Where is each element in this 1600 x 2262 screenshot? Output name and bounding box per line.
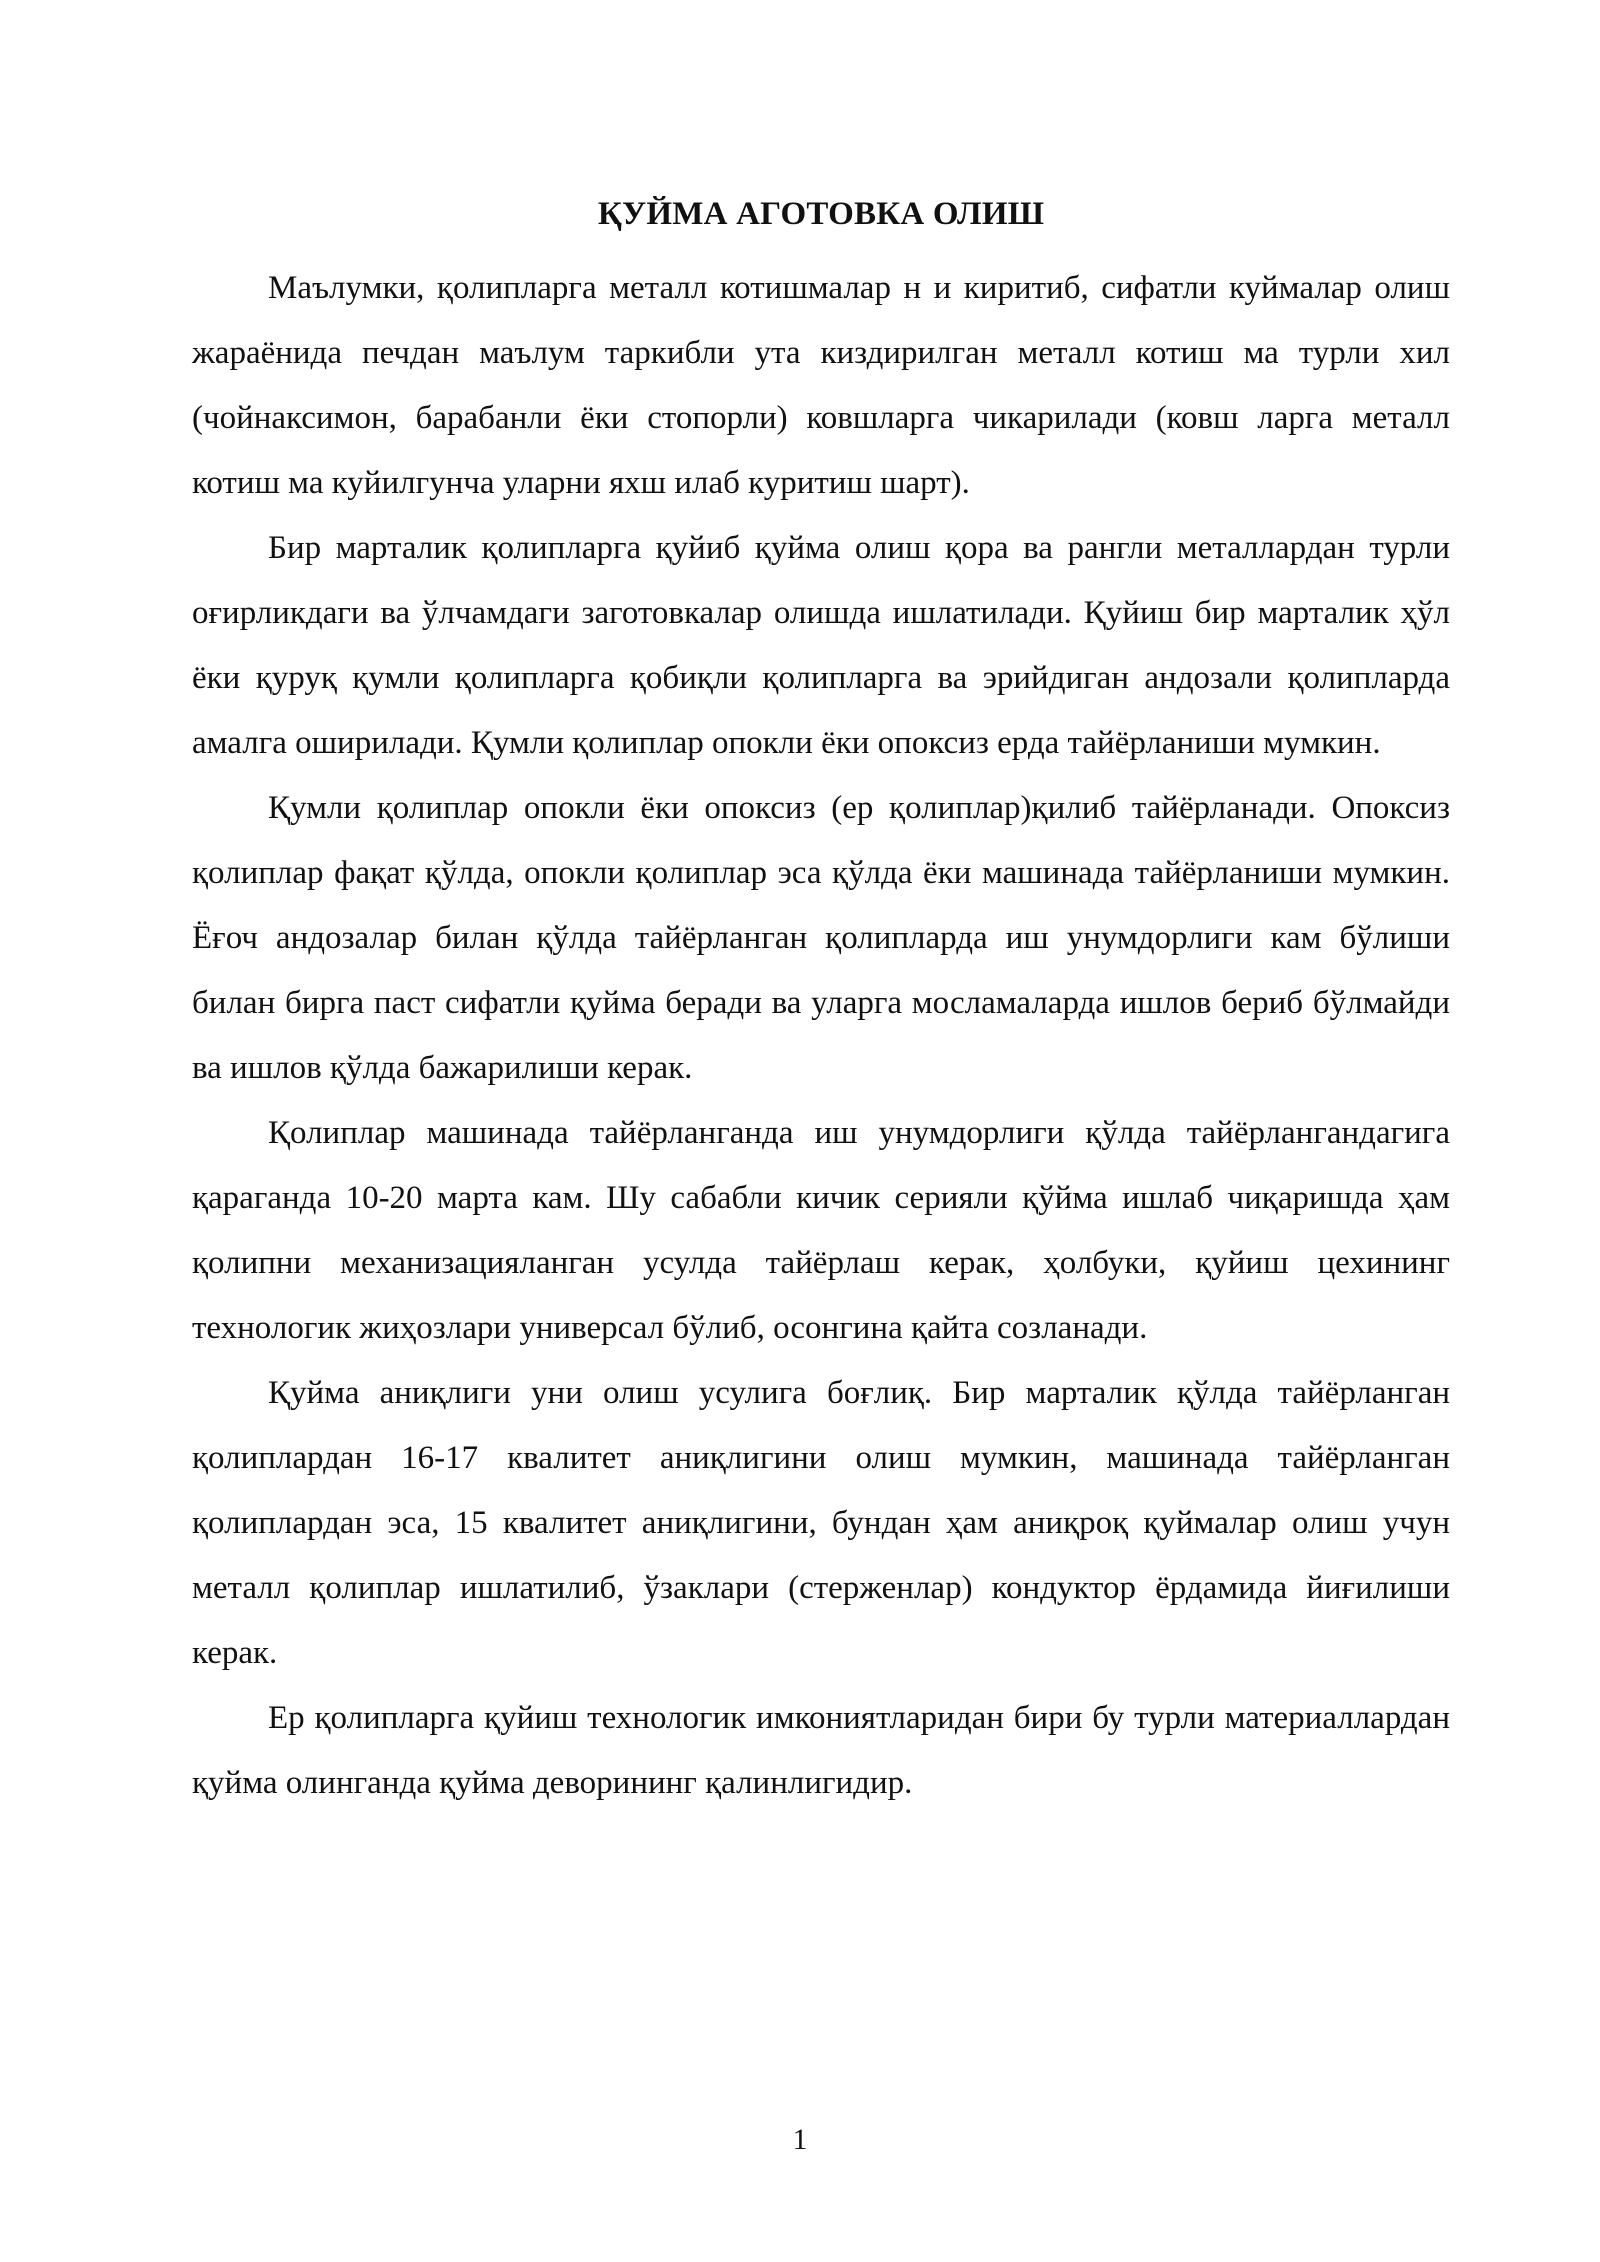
page-number: 1 (792, 2123, 808, 2156)
paragraph-3: Қумли қолиплар опокли ёки опоксиз (ер қолиплар)қилиб тайёрланади. Опоксиз қолиплар фақат қўлда, опокли қолиплар эса қўлда ёки машинада тайёрланиши мумкин. Ёғоч андозалар билан қўлда тайёрланган қолипларда иш унумдорлиги кам бўлиши билан бирга паст сифатли қуйма беради ва уларга мосламаларда ишлов бериб бўлмайди ва ишлов қўлда бажарилиши керак. (192, 790, 1450, 1086)
paragraph-5: Қуйма аниқлиги уни олиш усулига боғлиқ. Бир марталик қўлда тайёрланган қолиплардан 16-17 квалитет аниқлигини олиш мумкин, машинада тайёрланган қолиплардан эса, 15 квалитет аниқлигини, бундан ҳам аниқроқ қуймалар олиш учун металл қолиплар ишлатилиб, ўзаклари (стерженлар) кондуктор ёрдамида йиғилиши керак. (192, 1375, 1450, 1671)
paragraph-4: Қолиплар машинада тайёрланганда иш унумдорлиги қўлда тайёрлангандагига қараганда 10-20 марта кам. Шу сабабли кичик серияли қўйма ишлаб чиқаришда ҳам қолипни механизацияланган усулда тайёрлаш керак, ҳолбуки, қуйиш цехининг технологик жиҳозлари универсал бўлиб, осонгина қайта созланади. (192, 1115, 1450, 1346)
paragraph-6: Ер қолипларга қуйиш технологик имкониятларидан бири бу турли материаллардан қуйма олинганда қуйма деворининг қалинлигидир. (192, 1700, 1450, 1801)
paragraph-1: Маълумки, қолипларга металл котишмалар н и киритиб, сифатли куймалар олиш жараёнида печдан маълум таркибли ута киздирилган металл котиш ма турли хил (чойнаксимон, барабанли ёки стопорли) ковшларга чикарилади (ковш ларга металл котиш ма куйилгунча уларни яхш илаб куритиш шарт). (192, 270, 1450, 501)
document-title: ҚУЙМА АГОТОВКА ОЛИШ (597, 196, 1045, 232)
page-content (192, 186, 1450, 1816)
paragraph-2: Бир марталик қолипларга қуйиб қуйма олиш қора ва рангли металлардан турли оғирликдаги ва ўлчамдаги заготовкалар олишда ишлатилади. Қуйиш бир марталик ҳўл ёки қуруқ қумли қолипларга қобиқли қолипларга ва эрийдиган андозали қолипларда амалга оширилади. Қумли қолиплар опокли ёки опоксиз ерда тайёрланиши мумкин. (192, 530, 1450, 761)
